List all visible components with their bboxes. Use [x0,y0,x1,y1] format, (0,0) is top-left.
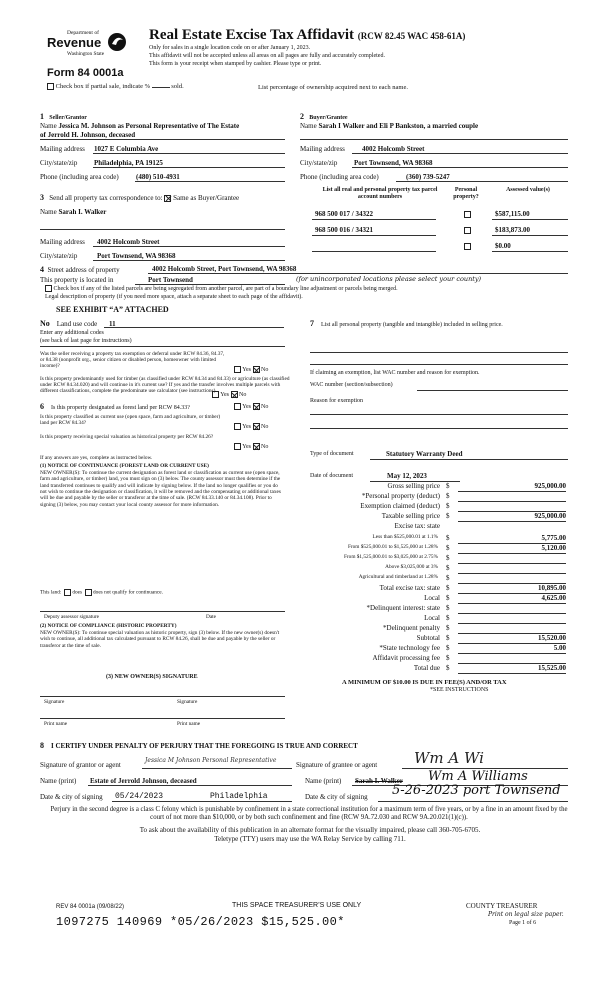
assessed-value[interactable]: $183,873.00 [495,226,530,234]
does-label: does [72,589,83,596]
section3-name-label: Name [40,208,57,216]
tax-row-value[interactable] [458,614,566,624]
wac-label: WAC number (section/subsection) [310,382,393,388]
grantor-name[interactable]: Estate of Jerrold Johnson, deceased [90,777,197,785]
same-as-buyer-label: Same as Buyer/Grantee [173,194,240,202]
personal-property-list [310,319,568,329]
section3-mailing-label: Mailing address [40,238,85,246]
doc-date-label: Date of document [310,473,353,479]
seller-name-label: Name [40,122,57,130]
tax-row-label: Total due [413,664,440,672]
tax-calculation [300,482,570,672]
parcel-number[interactable]: 968 500 016 / 34321 [315,226,373,234]
q1-yes-checkbox[interactable] [234,366,241,373]
tax-row-value[interactable]: 15,525.00 [458,664,566,674]
tax-row-value[interactable]: 15,520.00 [458,634,566,644]
parcel-number[interactable]: 968 500 017 / 34322 [315,210,373,218]
print-name-label-2: Print name [177,721,201,727]
tax-row-value[interactable]: 925,000.00 [458,482,566,492]
dollar-sign: $ [446,482,450,490]
exemption-question: Was the seller receiving a property tax exemption or deferral under RCW 84.36, 84.37, or 84.38 (nonprofit org., senior citizen or disabled person, homeowner with limited income)? [40,351,225,370]
section3-text: Send all property tax correspondence to: [49,194,163,202]
personal-property-checkbox[interactable] [464,211,471,218]
wac-line [417,390,568,391]
deputy-sig-line [40,611,285,612]
section3-name-line [40,229,285,230]
buyer-phone-label: Phone (including area code) [300,173,379,181]
seller-mailing[interactable]: 1027 E Columbia Ave [94,145,159,153]
this-land [40,589,163,596]
certify-heading [40,741,358,750]
table-row [312,225,572,241]
parcel-rows [312,209,572,257]
section3-mailing[interactable]: 4002 Holcomb Street [97,238,160,246]
dollar-sign: $ [446,614,450,622]
tax-row-label: Excise tax: state [394,522,440,530]
doc-type-line [370,459,568,460]
timber-question: Is this property predominantly used for timber (as classified under RCW 84.34 and 84.33) or agriculture (as classified under RCW 84.34.020) and will continue in it's current use? If yes and the transfer involves multiple parcels with different classifications, complete the predominate use calculator (see instructions) [40,376,290,395]
buyer-city[interactable]: Port Townsend, WA 98368 [354,159,433,167]
section8-no: 8 [40,741,44,750]
tax-row-label: Affidavit processing fee [372,654,440,662]
dollar-sign: $ [446,604,450,612]
tax-row-label: *Personal property (deduct) [361,492,440,500]
tax-row-label: Subtotal [416,634,440,642]
tax-row-label: From $525,000.01 to $1,525,000 at 1.28% [347,544,438,550]
header-note2: This affidavit will not be accepted unless all areas on all pages are fully and accurately completed. [149,53,385,59]
deputy-label: Deputy assessor signature [44,614,100,620]
segregated-note [45,285,398,293]
dept-line2: Revenue [47,35,102,50]
buyer-phone-line [396,181,568,182]
same-as-buyer-checkbox[interactable] [164,195,171,202]
q4-yes-no [234,423,268,431]
tax-row-label: Gross selling price [387,482,440,490]
land-use-line [104,327,284,328]
seller-heading [40,112,87,122]
q2-no-checkbox[interactable] [231,391,238,398]
header-note3: This form is your receipt when stamped by cashier. Please type or print. [149,61,322,67]
seller-city[interactable]: Philadelphia, PA 19125 [94,159,163,167]
grantor-city[interactable]: Philadelphia [210,792,268,801]
tax-row-value[interactable] [458,574,566,584]
q5-yes-no [234,443,268,451]
no-label: No [261,403,269,410]
grantor-name-line [88,785,292,786]
dollar-sign: $ [446,544,450,552]
additional-codes-line [40,346,285,347]
grantee-sig-label: Signature of grantee or agent [296,761,378,769]
forest-question-text: Is this property designated as forest land per RCW 84.33? [51,405,190,411]
section3-city-label: City/state/zip [40,252,78,260]
buyer-city-line [352,167,568,168]
grantee-name-handwritten: Wm A Williams [428,769,528,784]
buyer-name-line [300,139,568,140]
new-owner-signature: (3) NEW OWNER(S) SIGNATURE [106,674,198,680]
signature-label-1: Signature [44,699,65,705]
section7-line2 [310,364,568,365]
property-address[interactable]: 4002 Holcomb Street, Port Townsend, WA 98368 [152,265,297,273]
q3-yes-no [234,403,268,411]
reason-line2 [310,428,568,429]
historic-question: Is this property receiving special valuation as historical property per RCW 84.26? [40,434,214,440]
buyer-mailing-label: Mailing address [300,145,345,153]
tax-row-label: Agricultural and timberland at 1.28% [358,574,438,580]
notice1-text: NEW OWNER(S): To continue the current designation as forest land or classification as current use (open space, farm and agriculture, or timber) land, you must sign on (3) below. The county assessor must then determine if the land transferred continues to qualify and will indicate by signing below. If the land no longer qualifies or you do not wish to continue the designation or classification, it will be removed and the compensating or additional taxes will be due and payable by the seller or transferor at the time of sale. (RCW 84.33.140 or 84.34.108). Prior to signing (3) below, you may contact your local county assessor for more information. [40,470,281,508]
tax-row-value[interactable]: 5,120.00 [458,544,566,554]
q1-yes-no [234,366,268,374]
located-value[interactable]: Port Townsend [148,276,193,284]
yes-label: Yes [242,403,252,410]
seller-mailing-line [93,153,285,154]
dollar-sign: $ [446,574,450,582]
notice2-title: (2) NOTICE OF COMPLIANCE (HISTORIC PROPERTY) [40,623,177,629]
tax-row-value[interactable] [458,624,566,634]
yes-label: Yes [242,443,252,450]
grantor-date[interactable]: 05/24/2023 [115,792,164,801]
tax-row-value[interactable] [458,604,566,614]
tax-row-value[interactable] [458,492,566,502]
assessed-value[interactable]: $587,115.00 [495,210,530,218]
dollar-sign: $ [446,664,450,672]
form-number: Form 84 0001a [47,67,124,79]
section3-mailing-line [93,246,285,247]
assessed-line [492,219,568,220]
grantor-date-line [112,801,292,802]
buyer-no: 2 [300,112,304,121]
legal-paper-note: Print on legal size paper. [488,911,564,918]
tax-row-value[interactable] [458,554,566,564]
deputy-date-label: Date [206,614,216,620]
q4-yes-checkbox[interactable] [234,423,241,430]
no-label: No [261,366,269,373]
seller-no: 1 [40,112,44,121]
dollar-sign: $ [446,534,450,542]
tax-row-label: Above $3,025,000 at 3% [385,564,438,570]
does-not-label: does not qualify for continuance. [93,589,163,596]
section5-no: No [40,319,50,328]
section3-city-line [93,260,285,261]
tax-row-label: *Delinquent penalty [383,624,440,632]
q1-no-checkbox[interactable] [253,366,260,373]
tax-row-label: Less than $525,000.01 at 1.1% [372,534,438,540]
tax-row-label: *State technology fee [379,644,440,652]
tax-row-value[interactable] [458,654,566,664]
q3-no-checkbox[interactable] [253,403,260,410]
buyer-mailing[interactable]: 4002 Holcomb Street [362,145,425,153]
dollar-sign: $ [446,512,450,520]
table-row [312,241,572,257]
seller-phone-label: Phone (including area code) [40,173,119,181]
alternate-format-note: To ask about the availability of this publication in an alternate format for the visually impaired, please call 360-705-6705. Teletype (TTY) users may use the WA Relay Service by calling 711. [139,826,481,844]
tax-row-value[interactable]: 4,625.00 [458,594,566,604]
reason-label: Reason for exemption [310,398,363,404]
page-number: Page 1 of 6 [509,920,537,926]
seller-city-line [93,167,285,168]
tax-row-value[interactable] [458,502,566,512]
grantee-date-line [378,801,568,802]
section7-line1 [310,352,568,353]
land-use-label: Land use code [56,320,98,328]
buyer-heading-text: Buyer/Grantee [309,115,348,121]
exhibit-note: SEE EXHIBIT “A” ATTACHED [56,305,169,314]
partial-sale [47,83,184,90]
legal-description-label: Legal description of property (if you need more space, attach a separate sheet to each page of the affidavit). [45,294,303,300]
exemption-instruction: If claiming an exemption, list WAC number and reason for exemption. [310,370,480,376]
grantee-date-city: 5-26-2023 port Townsend [392,783,561,798]
buyer-name-value: Sarah I Walker and Eli P Bankston, a married couple [318,122,479,130]
title-text: Real Estate Excise Tax Affidavit [149,27,354,43]
buyer-heading [300,112,348,122]
does-not-checkbox[interactable] [85,589,92,596]
dept-line1: Department of [67,30,99,36]
property-address-line [148,273,568,274]
county-treasurer: COUNTY TREASURER [466,902,538,910]
no-label: No [261,443,269,450]
seller-name-line2: of Jerrold H. Johnson, deceased [40,131,136,139]
tax-row-label: Taxable selling price [381,512,440,520]
section3-city[interactable]: Port Townsend, WA 98368 [97,252,176,260]
grantee-signature: Wm A Wi [414,749,484,767]
title-rcw: (RCW 82.45 WAC 458-61A) [357,31,466,41]
seller-city-label: City/state/zip [40,159,78,167]
buyer-city-label: City/state/zip [300,159,338,167]
dollar-sign: $ [446,554,450,562]
dollar-sign: $ [446,584,450,592]
current-use-question: Is this property classified as current use (open space, farm and agriculture, or timber) land per RCW 84.34? [40,414,221,427]
dollar-sign: $ [446,594,450,602]
partial-sale-label: Check box if partial sale, indicate % [55,83,151,90]
buyer-name [300,122,478,130]
sold-label: sold. [171,83,184,90]
does-checkbox[interactable] [64,589,71,596]
ownership-note: List percentage of ownership acquired next to each name. [258,84,408,91]
grantee-date-label: Date & city of signing [305,793,368,801]
treasurer-space: THIS SPACE TREASURER’S USE ONLY [232,902,362,909]
dollar-sign: $ [446,644,450,652]
rev-number: REV 84 0001a (09/08/22) [56,904,125,910]
dollar-sign: $ [446,654,450,662]
land-use-value[interactable]: 11 [108,320,116,328]
buyer-mailing-line [352,153,568,154]
see-back: (see back of last page for instructions) [40,338,132,344]
form-title [149,27,465,44]
cashier-stamp: 1097275 140969 *05/26/2023 $15,525.00* [56,915,345,929]
see-instructions-note: *SEE INSTRUCTIONS [430,687,489,693]
q3-yes-checkbox[interactable] [234,403,241,410]
tax-row-label: From $1,525,000.01 to $3,025,000 at 2.75% [343,554,438,560]
perjury-text: Perjury in the second degree is a class C felony which is punishable by confinement in a state correctional institution for a maximum term of five years, or by a fine in an amount fixed by the court of not more than $10,000, or by both such confinement and fine (RCW 9A.72.030 and RCW 9A.20.021(1)(c)). [50,806,568,822]
yes-label: Yes [242,423,252,430]
q4-no-checkbox[interactable] [253,423,260,430]
reason-line1 [310,414,568,415]
tax-row-value[interactable]: 925,000.00 [458,512,566,522]
section6-no: 6 [40,402,44,411]
tax-row-value[interactable]: 5,775.00 [458,534,566,544]
doc-type[interactable]: Statutory Warranty Deed [386,450,463,458]
seller-heading-text: Seller/Grantor [49,115,87,121]
seller-phone-line [135,181,285,182]
section4-label: Street address of property [47,266,120,274]
notice1-title: (1) NOTICE OF CONTINUANCE (FOREST LAND OR CURRENT USE) [40,463,209,469]
tax-row-label: Local [424,594,440,602]
grantor-signature: Jessica M Johnson Personal Representative [145,757,277,764]
partial-sale-checkbox[interactable] [47,83,54,90]
doc-date[interactable]: May 12, 2023 [387,472,427,480]
grantee-name-struck: Sarah I. Walker [355,777,403,785]
tax-row-label: Exemption claimed (deduct) [360,502,440,510]
segregated-checkbox[interactable] [45,285,52,292]
tax-row-label: Total excise tax: state [379,584,440,592]
q2-yes-no [212,391,246,399]
section3-name [40,208,106,216]
yes-label: Yes [242,366,252,373]
unincorporated-note: (for unincorporated locations please select your county) [296,275,482,283]
grantor-date-label: Date & city of signing [40,793,103,801]
dollar-sign: $ [446,502,450,510]
q5-no-checkbox[interactable] [253,443,260,450]
seller-name-underline [40,139,285,140]
print-name-line [40,718,285,719]
grantor-sig-label: Signature of grantor or agent [40,761,121,769]
assessed-line [492,251,568,252]
assessed-line [492,235,568,236]
seller-mailing-label: Mailing address [40,145,85,153]
dept-line3: Washington State [67,51,105,57]
dollar-sign: $ [446,564,450,572]
grantor-sig-line [142,768,292,769]
seller-name-line1: Jessica M. Johnson as Personal Representative of The Estate [58,122,240,130]
revenue-logo [47,30,137,66]
seller-name [40,122,280,130]
notice2-text: NEW OWNER(S): To continue special valuation as historic property, sign (3) below. If the new owner(s) doesn't wish to continue, all additional tax calculated pursuant to RCW 84.26, shall be due and payable by the seller or transferor at the time of sale. [40,630,280,649]
dollar-sign: $ [446,492,450,500]
this-land-label: This land: [40,589,62,596]
section4-no: 4 [40,265,44,274]
segregated-label: Check box if any of the listed parcels are being segregated from another parcel, are part of a boundary line adjustment or parcels being merged. [53,285,398,292]
minimum-fee-note: A MINIMUM OF $10.00 IS DUE IN FEE(S) AND/OR TAX [342,679,507,686]
personal-col-header: Personal property? [453,187,479,200]
assessed-col-header: Assessed value(s) [506,187,550,193]
located-label: This property is located in [40,276,114,284]
if-yes-note: If any answers are yes, complete as instructed below. [40,455,153,461]
tax-row-label: Local [424,614,440,622]
section3-no: 3 [40,193,44,202]
tax-row-value[interactable] [458,564,566,574]
forest-question [40,402,230,412]
grantor-name-label: Name (print) [40,777,77,785]
no-label: No [261,423,269,430]
section4-address [40,265,120,274]
section7-no: 7 [310,319,314,328]
tax-row-value[interactable]: 5.00 [458,644,566,654]
q5-yes-checkbox[interactable] [234,443,241,450]
personal-property-checkbox[interactable] [464,243,471,250]
doc-type-label: Type of document [310,451,354,457]
q2-yes-checkbox[interactable] [212,391,219,398]
tax-row-value[interactable]: 10,895.00 [458,584,566,594]
tax-row-label: *Delinquent interest: state [366,604,440,612]
parcel-col-header: List all real and personal property tax parcel account numbers [322,187,438,200]
perjury-notice [44,806,574,823]
yes-label: Yes [220,391,230,398]
section7-text: List all personal property (tangible and intangible) included in selling price. [321,322,503,328]
print-name-label-1: Print name [44,721,68,727]
assessed-value[interactable]: $0.00 [495,242,511,250]
section3-send-to [40,193,239,202]
personal-property-checkbox[interactable] [464,227,471,234]
table-row [312,209,572,225]
parcel-line [312,219,436,220]
buyer-name-label: Name [300,122,317,130]
new-owner-sig-line [40,696,285,697]
additional-codes: Enter any additional codes [40,330,104,336]
no-label: No [239,391,247,398]
parcel-line [312,235,436,236]
certify-text: I CERTIFY UNDER PENALTY OF PERJURY THAT THE FOREGOING IS TRUE AND CORRECT [51,742,358,750]
header-note1: Only for sales in a single location code on or after January 1, 2023. [149,45,311,51]
section3-name-value: Sarah I. Walker [58,208,107,216]
parcel-line [312,251,436,252]
grantee-name-label: Name (print) [305,777,342,785]
buyer-phone[interactable]: (360) 739-5247 [406,173,450,181]
seller-phone[interactable]: (480) 510-4931 [136,173,180,181]
washington-logo-icon [107,32,127,52]
signature-label-2: Signature [177,699,198,705]
dollar-sign: $ [446,634,450,642]
dollar-sign: $ [446,624,450,632]
